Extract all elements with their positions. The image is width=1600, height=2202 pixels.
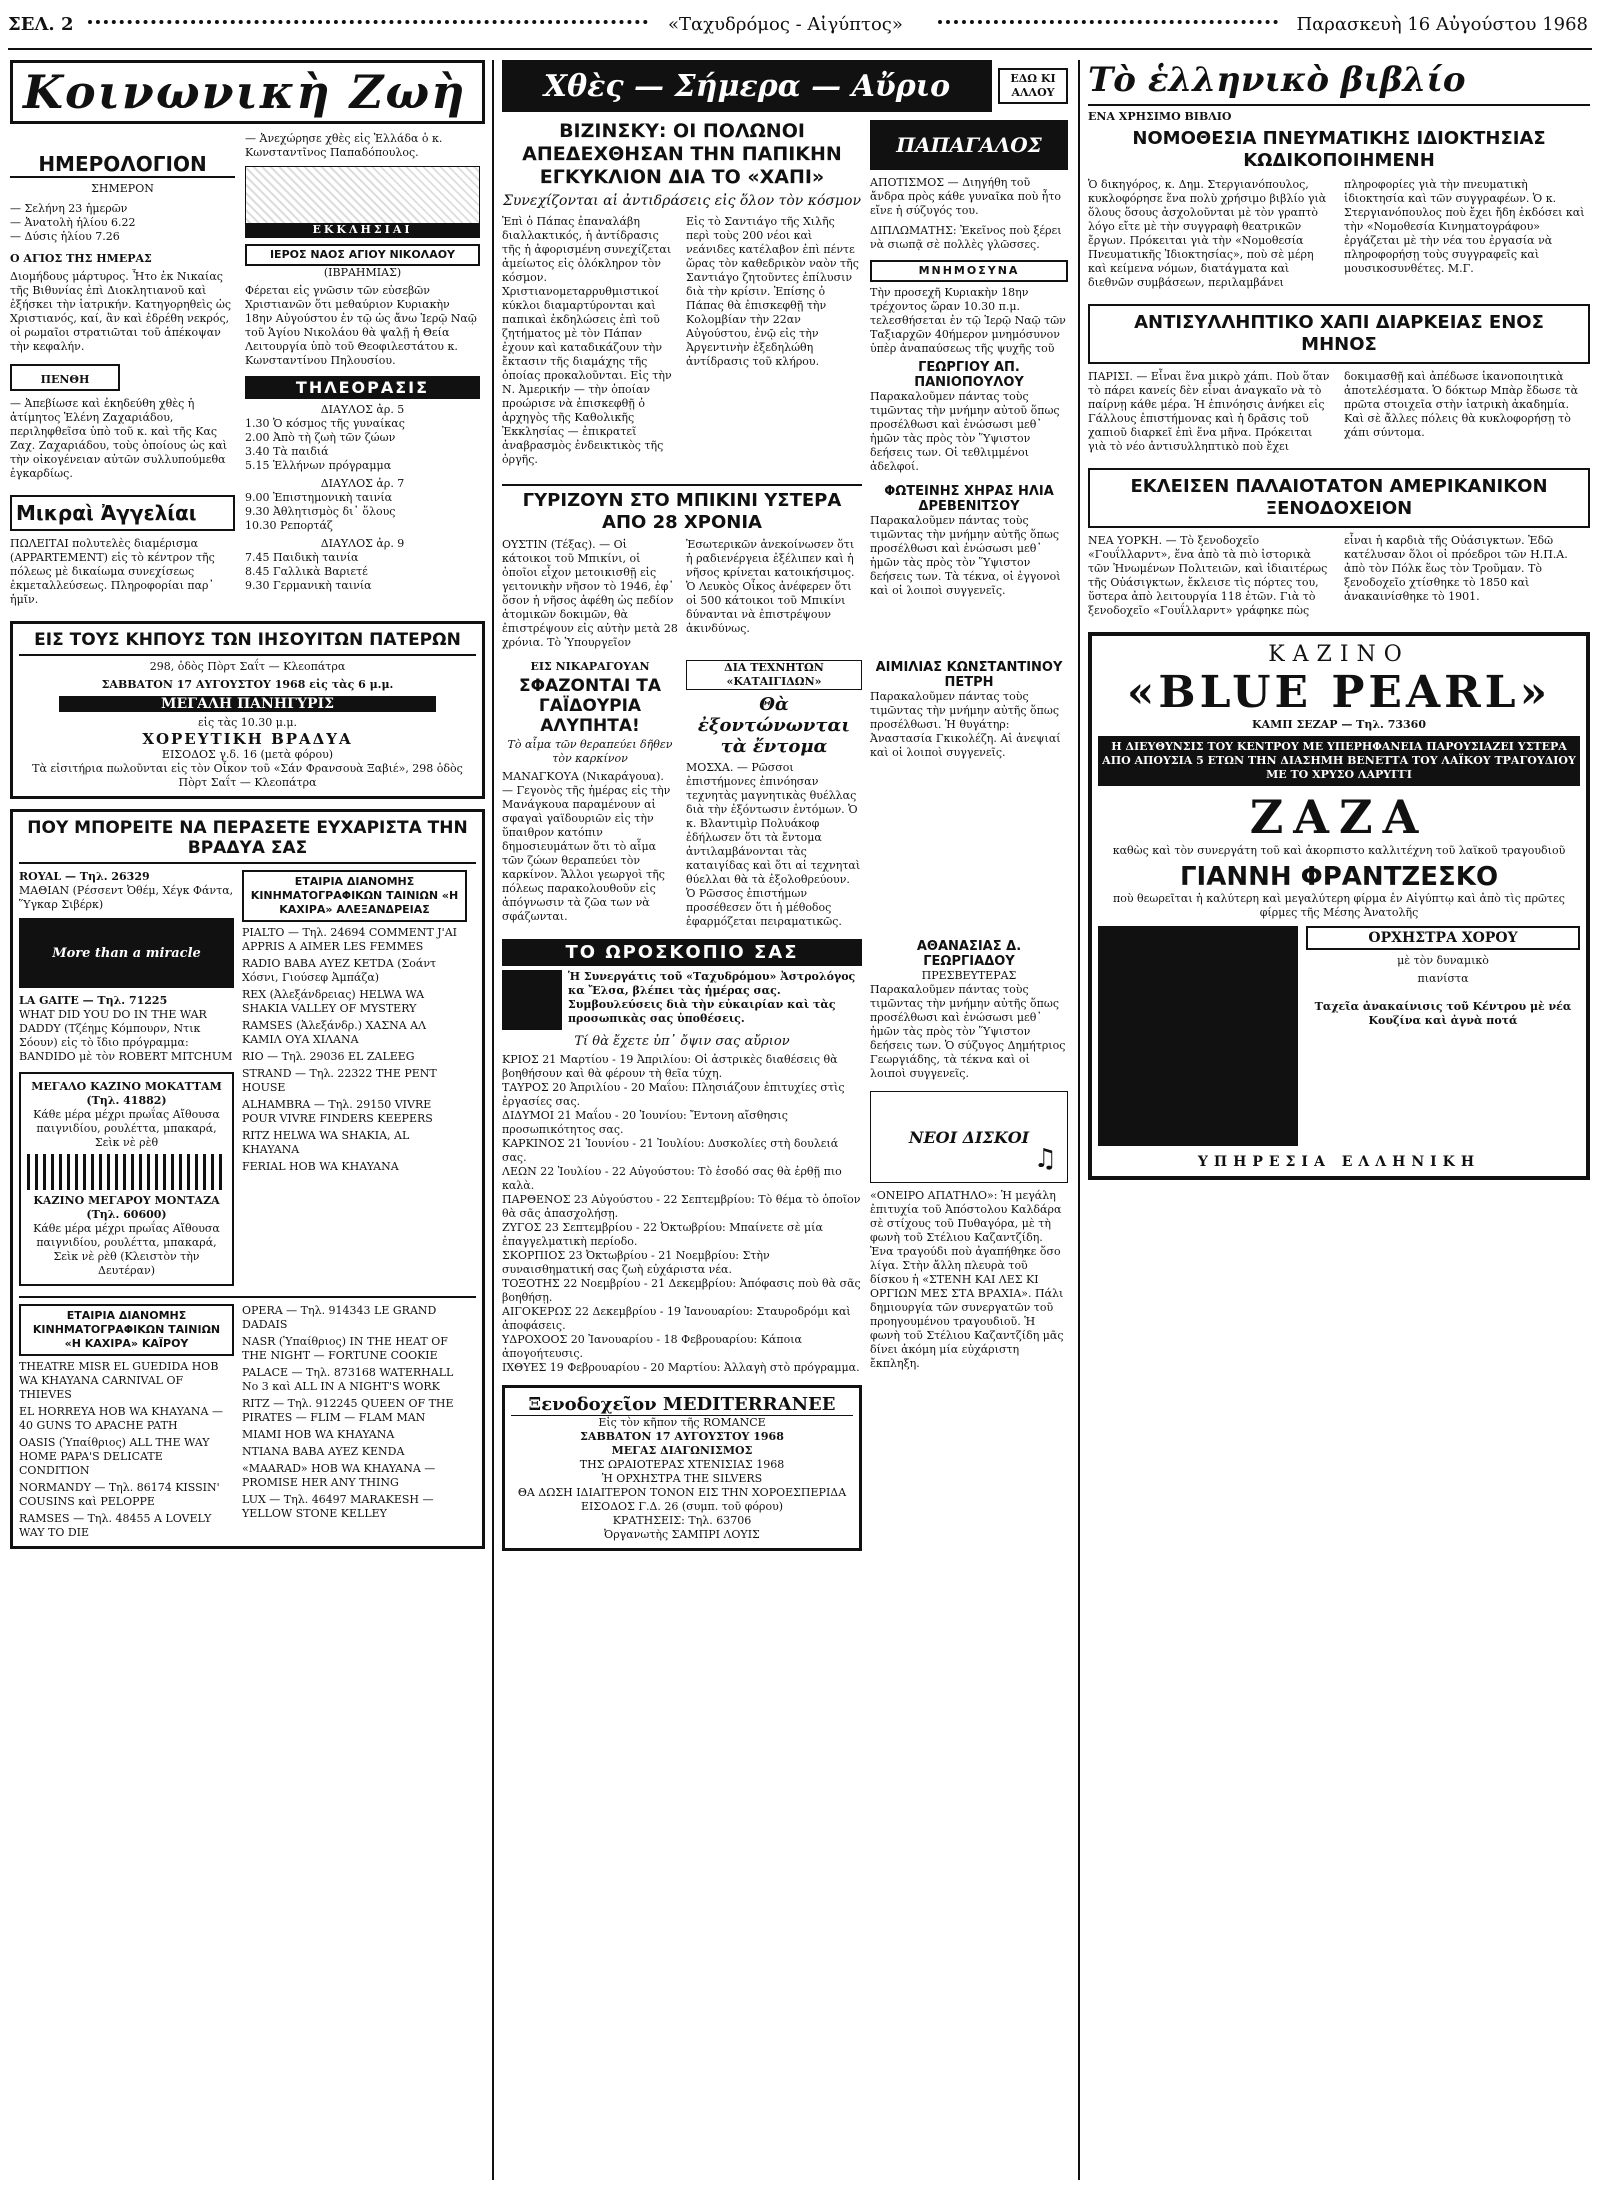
memorial-text: Παρακαλοῦμεν πάντας τοὺς τιμῶντας τὴν μνήμην αὐτοῦ ὅπως προσέλθωσι καὶ ἑνώσωσι μεθ᾽ ἡμῶν τὰς πρὸς τὸν Ὕψιστον δεήσεις των. Οἱ τεθλιμμένοι ἀδελφοί. bbox=[870, 390, 1060, 473]
casino-name: «BLUE PEARL» bbox=[1126, 667, 1552, 718]
misc-text: ΔΙΠΛΩΜΑΤΗΣ: Ἐκεῖνος ποὺ ξέρει νὰ σιωπᾷ σὲ πολλὲς γλῶσσες. bbox=[870, 224, 1062, 251]
casino-illustration bbox=[27, 1154, 226, 1190]
column-rule bbox=[1078, 60, 1080, 2180]
horoscope-sign: ΖΥΓΟΣ 23 Σεπτεμβρίου - 22 Ὀκτωβρίου: Μπαίνετε σὲ μία ἐπαγγελματικὴ περίοδο. bbox=[502, 1221, 823, 1248]
article-text: Ἐπὶ ὁ Πάπας ἐπαναλάβη διαλλακτικός, ἡ ἀντίδρασις τῆς ἡ ἀφορισμένη συνεχίζεται ἀμείωτος εἰς ὁλόκληρον τὸν κόσμον. Χριστιανομεταρρυθμιστικοί κύκλοι διαμαρτύρονται καὶ παπικαὶ ἐκδηλώσεις ἐπὶ τοῦ ζητήματος μὲ τὸν Πάπαν ἐχουν καὶ καταδικάζουν τὴν ἔκτασιν τῆς διαμάχης τῆς ὁποίας προκαλοῦνται. Εἰς τὴν Ν. Ἀμερικήν — τὴν ὁποίαν προώρισε νὰ ἐπισκεφθῇ ὁ ἀρχηγὸς τῆς Καθολικῆς Ἐκκλησίας — ἐπικρατεῖ ἀναβρασμὸς ἐνδεικτικὸς τῆς ὀργῆς. bbox=[502, 215, 672, 466]
hotel-line: ΤΗΣ ΩΡΑΙΟΤΕΡΑΣ ΧΤΕΝΙΣΙΑΣ 1968 bbox=[579, 1458, 785, 1471]
horoscope-sign: ΙΧΘΥΕΣ 19 Φεβρουαρίου - 20 Μαρτίου: Ἀλλαγὴ στὸ πρόγραμμα. bbox=[502, 1361, 860, 1374]
memorial-name: ΓΕΩΡΓΙΟΥ ΑΠ. ΠΑΝΙΟΠΟΥΛΟΥ bbox=[914, 360, 1024, 390]
tv-item: 10.30 Ρεπορτάζ bbox=[245, 519, 333, 532]
misc-title: ΠΑΠΑΓΑΛΟΣ bbox=[870, 120, 1068, 170]
cinema-entry: PIALTO — Τηλ. 24694 COMMENT J'AI APPRIS A AIMER LES FEMMES bbox=[242, 926, 457, 953]
hotel-line: ΕΙΣΟΔΟΣ Γ.Δ. 26 (συμπ. τοῦ φόρου) bbox=[580, 1500, 784, 1513]
hotel-line: ΚΡΑΤΗΣΕΙΣ: Τηλ. 63706 bbox=[612, 1514, 752, 1527]
tv-item: 9.30 Γερμανικὴ ταινία bbox=[245, 579, 372, 592]
service-footer: ΥΠΗΡΕΣΙΑ ΕΛΛΗΝΙΚΗ bbox=[1197, 1154, 1481, 1170]
hotel-news bbox=[1088, 468, 1590, 528]
mourning-text: — Ἀπεβίωσε καὶ ἐκηδεύθη χθὲς ἡ ἀτίμητος Ἑλένη Ζαχαριάδου, περιληφθεῖσα ὑπὸ τοῦ κ. καὶ τῆς Κας Ζαχ. Ζαχαριάδου, τοὺς ὁποίους ὡς καὶ τὴν οἰκογένειαν αὐτῶν συλλυπούμεθα ἐγκαρδίως. bbox=[10, 397, 228, 480]
memorial-title: ΜΝΗΜΟΣΥΝΑ bbox=[870, 260, 1068, 282]
memorial-text: Παρακαλοῦμεν πάντας τοὺς τιμῶντας τὴν μνήμην αὐτῆς ὅπως προσέλθωσι. Ἡ θυγάτηρ: Ἀναστασία Γκικολέζη. Αἱ ἀνεψιαί καὶ οἱ λοιποὶ συγγενεῖς. bbox=[870, 690, 1061, 759]
church-sub: (ΙΒΡΑΗΜΙΑΣ) bbox=[323, 266, 402, 279]
hotel-line: ΣΑΒΒΑΤΟΝ 17 ΑΥΓΟΥΣΤΟΥ 1968 bbox=[580, 1430, 784, 1443]
memorial-intro: Τὴν προσεχῆ Κυριακὴν 18ην τρέχοντος ὥραν 10.30 π.μ. τελεσθήσεται ἐν τῷ Ἱερῷ Ναῷ τῶν Ταξιαρχῶν 40ήμερον μνημόσυνον ὑπὲρ ἀναπαύσεως τῆς ψυχῆς τοῦ bbox=[870, 286, 1066, 355]
headline: ΒΙΖΙΝΣΚΥ: ΟΙ ΠΟΛΩΝΟΙ ΑΠΕΔΕΧΘΗΣΑΝ ΤΗΝ ΠΑΠΙΚΗΝ ΕΓΚΥΚΛΙΟΝ ΔΙΑ ΤΟ «ΧΑΠΙ» bbox=[522, 120, 842, 188]
pill-article bbox=[1088, 304, 1590, 364]
hotel-line: ΜΕΓΑΣ ΔΙΑΓΩΝΙΣΜΟΣ bbox=[611, 1444, 753, 1457]
cinema-entry: THEATRE MISR EL GUEDIDA HOB WA KHAYANA CARNIVAL OF THIEVES bbox=[19, 1360, 219, 1401]
orchestra-sub: μὲ τὸν δυναμικὸ bbox=[1397, 954, 1489, 967]
casino-title: ΜΕΓΑΛΟ ΚΑΖΙΝΟ ΜΟΚΑΤΤΑΜ (Τηλ. 41882) bbox=[31, 1080, 222, 1107]
memorial-name: ΑΙΜΙΛΙΑΣ ΚΩΝΣΤΑΝΤΙΝΟΥ ΠΕΤΡΗ bbox=[875, 660, 1063, 690]
church-label: ΕΚΚΛΗΣΙΑΙ bbox=[246, 223, 479, 237]
memorial-name: ΦΩΤΕΙΝΗΣ ΧΗΡΑΣ ΗΛΙΑ ΔΡΕΒΕΝΙΤΣΟΥ bbox=[884, 484, 1054, 514]
horoscope-intro: Ἡ Συνεργάτις τοῦ «Ταχυδρόμου» Ἀστρολόγος κα Ἔλσα, βλέπει τὰς ἡμέρας σας. Συμβουλεύσεις διὰ τὴν εὐκαιρίαν καὶ τὰς προσωπικὰς σας ὑποθέσεις. bbox=[568, 970, 856, 1025]
memorial-name: ΑΘΑΝΑΣΙΑΣ Δ. ΓΕΩΡΓΙΑΔΟΥ bbox=[916, 939, 1022, 969]
garden-title: ΕΙΣ ΤΟΥΣ ΚΗΠΟΥΣ ΤΩΝ ΙΗΣΟΥΙΤΩΝ ΠΑΤΕΡΩΝ bbox=[19, 630, 476, 656]
church-name: ΙΕΡΟΣ ΝΑΟΣ ΑΓΙΟΥ ΝΙΚΟΛΑΟΥ bbox=[245, 244, 480, 266]
cinema-entry: PALACE — Τηλ. 873168 WATERHALL No 3 καὶ ALL IN A NIGHT'S WORK bbox=[242, 1366, 454, 1393]
casino-text: Κάθε μέρα μέχρι πρωΐας Αἴθουσα παιγνιδίου, ρουλέττα, μπακαρά, Σεὶκ νὲ ρὲθ bbox=[33, 1108, 220, 1149]
article-text: ΟΥΣΤΙΝ (Τέξας). — Οἱ κάτοικοι τοῦ Μπικίνι, οἱ ὁποῖοι εἶχον μετοικισθῇ εἰς γειτονικὴν νῆσον τὸ 1946, ἐφ᾽ ὅσον ἡ νῆσος ἀφέθη ὡς πεδίον ἀτομικῶν δοκιμῶν, θὰ ἐπιστρέψουν εἰς αὐτὴν μετὰ 28 χρόνια. Τὸ Ὑπουργεῖον Ἐσωτερικῶν ἀνεκοίνωσεν ὅτι ἡ ραδιενέργεια ἐξέλιπεν καὶ ἡ νῆσος κρίνεται κατοικήσιμος. Ὁ Λευκὸς Οἶκος ἀνέφερεν ὅτι οἱ 500 κάτοικοι τοῦ Μπικίνι δύνανται νὰ ἐπιστρέψουν ἀκινδύνως. bbox=[502, 538, 855, 649]
church-text: Φέρεται εἰς γνῶσιν τῶν εὐσεβῶν Χριστιανῶν ὅτι μεθαύριον Κυριακὴν 18ην Αὐγούστου ἐν τῷ ὡς ἄνω Ἱερῷ Ναῷ τοῦ Ἁγίου Νικολάου θὰ ψαλῇ ἡ Θεία Λειτουργία ὑπὸ τοῦ Θεοφιλεστάτου κ. Κωνσταντίνου Πηλουσίου. bbox=[245, 284, 477, 367]
pianist-photo bbox=[1098, 926, 1298, 1146]
tv-channel: ΔΙΑΥΛΟΣ ἀρ. 9 bbox=[320, 537, 405, 550]
tv-item: 1.30 Ὁ κόσμος τῆς γυναίκας bbox=[245, 417, 405, 430]
cinema-name: ROYAL — Τηλ. 26329 bbox=[19, 870, 150, 883]
garden-entry: ΕΙΣΟΔΟΣ γ.δ. 16 (μετὰ φόρου) bbox=[161, 748, 334, 761]
cinema-entry: REX (Ἀλεξάνδρειας) HELWA WA SHAKIA VALLEY OF MYSTERY bbox=[242, 988, 425, 1015]
tv-listing bbox=[245, 491, 480, 533]
casino-text: Κάθε μέρα μέχρι πρωΐας Αἴθουσα παιγνιδίου, ρουλέττα, μπακαρά, Σεὶκ νὲ ρὲθ (Κλειστὸν τὴν Δευτέραν) bbox=[33, 1222, 220, 1277]
casino-ad bbox=[19, 1072, 234, 1286]
horoscope-sign: ΥΔΡΟΧΟΟΣ 20 Ἰανουαρίου - 18 Φεβρουαρίου: Κάποια ἀπογοήτευσις. bbox=[502, 1333, 802, 1360]
hotel-ad bbox=[502, 1385, 862, 1551]
mourning-title: ΠΕΝΘΗ bbox=[10, 364, 120, 391]
kicker: ΕΙΣ ΝΙΚΑΡΑΓΟΥΑΝ bbox=[530, 660, 650, 673]
records-text: «ΟΝΕΙΡΟ ΑΠΑΤΗΛΟ»: Ἡ μεγάλη ἐπιτυχία τοῦ Ἀπόστολου Καλδάρα σὲ στίχους τοῦ Πυθαγόρα, μὲ τὴ φωνὴ τοῦ Στέλιου Καζαντζίδη. Ἐνα τραγούδι ποὺ ἀγαπήθηκε ὅσο λίγα. Στὴν ἄλλη πλευρὰ τοῦ δίσκου ἡ «ΣΤΕΝΗ ΚΑΙ ΛΕΣ ΚΙ ΟΡΓΙΩΝ ΜΕΣ ΣΤΑ ΒΡΑΧΙΑ». Πάλι δημιουργία τῶν συνεργατῶν τοῦ προηγουμένου τραγουδιοῦ. Ἡ φωνὴ τοῦ Στέλιου Καζαντζίδη μᾶς δίνει ἀκόμη μία εὐχάριστη ἔκπληξη. bbox=[870, 1189, 1064, 1370]
horoscope-sign: ΚΑΡΚΙΝΟΣ 21 Ἰουνίου - 21 Ἰουλίου: Δυσκολίες στὴ δουλειά σας. bbox=[502, 1137, 839, 1164]
garden-time: εἰς τὰς 10.30 μ.μ. bbox=[197, 716, 298, 729]
saint-title: Ο ΑΓΙΟΣ ΤΗΣ ΗΜΕΡΑΣ bbox=[10, 252, 152, 265]
cinema-entry: RITZ HELWA WA SHAKIA, AL KHAYANA bbox=[242, 1129, 410, 1156]
distributor-box: ΕΤΑΙΡΙΑ ΔΙΑΝΟΜΗΣ ΚΙΝΗΜΑΤΟΓΡΑΦΙΚΩΝ ΤΑΙΝΙΩΝ «Η ΚΑΧΙΡΑ» ΑΛΕΞΑΝΔΡΕΙΑΣ bbox=[242, 870, 467, 922]
article-text: ΜΟΣΧΑ. — Ρῶσσοι ἐπιστήμονες ἐπινόησαν τεχνητὰς μαγνητικὰς θυέλλας διὰ τὴν ἐξόντωσιν ἐντόμων. Ὁ κ. Βλαντιμὶρ Πολυάκοφ ἐδήλωσεν ὅτι τὰ ἔντομα ἀντιλαμβάνονται τὰς καταιγίδας καὶ ὅτι αἱ τεχνηταὶ θύελλαι θὰ τὰ ἐξολοθρεύουν. Ὁ Ρῶσσος ἐπιστήμων προσέθεσεν ὅτι ἡ μέθοδος ἐφαρμόζεται πειραματικῶς. bbox=[686, 761, 861, 928]
tv-item: 8.45 Γαλλικὰ Βαριετέ bbox=[245, 565, 368, 578]
departure-note: — Ἀνεχώρησε χθὲς εἰς Ἑλλάδα ὁ κ. Κωνσταντῖνος Παπαδόπουλος. bbox=[245, 132, 443, 159]
memorial-text: Παρακαλοῦμεν πάντας τοὺς τιμῶντας τὴν μνήμην αὐτῆς ὅπως προσέλθωσι καὶ ἑνώσωσι μεθ᾽ ἡμῶν τὰς πρὸς τὸν Ὕψιστον δεήσεις των. Τὰ τέκνα, οἱ ἐγγονοὶ καὶ οἱ λοιποὶ συγγενεῖς. bbox=[870, 514, 1061, 597]
kicker: ΔΙΑ ΤΕΧΝΗΤΩΝ «ΚΑΤΑΙΓΙΔΩΝ» bbox=[686, 660, 862, 690]
horoscope-sub: Τί θὰ ἔχετε ὑπ᾽ ὄψιν σας αὔριον bbox=[574, 1034, 790, 1049]
saint-text: Διομήδους μάρτυρος. Ἦτο ἐκ Νικαίας τῆς Βιθυνίας ἐπὶ Διοκλητιανοῦ καὶ ἐξήσκει τὴν ἰατρικήν. Κατηγορηθεὶς ὡς Χριστιανός, καί, ἂν καὶ ἐδρέθη νεκρός, οἱ ρωμαῖοι στρατιῶται τοῦ ἀπέκοψαν τὴν κεφαλήν. bbox=[10, 270, 232, 353]
memorial-sub: ΠΡΕΣΒΕΥΤΕΡΑΣ bbox=[921, 969, 1017, 982]
header-rule-left bbox=[88, 20, 648, 30]
poster-text: More than a miracle bbox=[52, 945, 201, 961]
calendar-line: — Ἀνατολὴ ἡλίου 6.22 bbox=[10, 216, 136, 229]
casino-label: ΚΑΖΙΝΟ bbox=[1268, 642, 1410, 667]
singer-text: ποὺ θεωρεῖται ἡ καλύτερη καὶ μεγαλύτερη φίρμα ἐν Αἰγύπτῳ καὶ ἀπὸ τὶς πρῶτες φίρμες τῆς Μέσης Ἀνατολῆς bbox=[1113, 892, 1565, 919]
tv-item: 2.00 Ἀπὸ τὴ ζωὴ τῶν ζώων bbox=[245, 431, 396, 444]
section-title: Τὸ ἑλληνικὸ βιβλίο bbox=[1088, 60, 1590, 106]
garden-date: ΣΑΒΒΑΤΟΝ 17 ΑΥΓΟΥΣΤΟΥ 1968 εἰς τὰς 6 μ.μ. bbox=[101, 678, 394, 691]
garden-event-ad bbox=[10, 621, 485, 799]
hotel-line: Ἡ ΟΡΧΗΣΤΡΑ THE SILVERS bbox=[601, 1472, 763, 1485]
horoscope-sign: ΣΚΟΡΠΙΟΣ 23 Ὀκτωβρίου - 21 Νοεμβρίου: Στὴν συναισθηματική σας ζωὴ εὐχάριστα νέα. bbox=[502, 1249, 770, 1276]
tv-title: ΤΗΛΕΟΡΑΣΙΣ bbox=[245, 376, 480, 399]
cinema-name: LA GAITE — Τηλ. 71225 bbox=[19, 994, 168, 1007]
horoscope-image bbox=[502, 970, 562, 1030]
garden-tickets: Τὰ εἰσιτήρια πωλοῦνται εἰς τὸν Οἶκον τοῦ «Σάν Φρανσουὰ Ξαβιέ», 298 ὁδὸς Πὸρτ Σαΐτ — Κλεοπάτρα bbox=[32, 762, 463, 789]
star-with: καθὼς καὶ τὸν συνεργάτη τοῦ καὶ ἀκορπιστο καλλιτέχνη τοῦ λαϊκοῦ τραγουδιοῦ bbox=[1112, 844, 1566, 857]
horoscope-sign: ΑΙΓΟΚΕΡΩΣ 22 Δεκεμβρίου - 19 Ἰανουαρίου: Σταυροδρόμι καὶ ἀποφάσεις. bbox=[502, 1305, 851, 1332]
garden-dance: ΧΟΡΕΥΤΙΚΗ ΒΡΑΔΥΑ bbox=[142, 730, 353, 748]
culture-section bbox=[1088, 60, 1590, 1180]
headline: ΓΥΡΙΖΟΥΝ ΣΤΟ ΜΠΙΚΙΝΙ ΥΣΤΕΡΑ ΑΠΟ 28 ΧΡΟΝΙΑ bbox=[522, 490, 842, 533]
calendar-title: ΗΜΕΡΟΛΟΓΙΟΝ bbox=[10, 152, 235, 178]
garden-event: ΜΕΓΑΛΗ ΠΑΝΗΓΥΡΙΣ bbox=[59, 696, 436, 712]
cinema-entry: RITZ — Τηλ. 912245 QUEEN OF THE PIRATES — FLIM — FLAM MAN bbox=[242, 1397, 454, 1424]
subheadline: Συνεχίζονται αἱ ἀντιδράσεις εἰς ὅλον τὸν κόσμον bbox=[503, 193, 861, 209]
section-title: Κοινωνικὴ Ζωὴ bbox=[10, 60, 485, 124]
hotel-line: Εἰς τὸν κῆπον τῆς ROMANCE bbox=[598, 1416, 766, 1429]
subheadline: Τὸ αἷμα τῶν θεραπεύει δῆθεν τὸν καρκίνον bbox=[507, 738, 673, 765]
banner-side: ΕΔΩ ΚΙ ΑΛΛΟΥ bbox=[998, 68, 1068, 104]
cinema-entry: OASIS (Ὑπαίθριος) ALL THE WAY HOME PAPA'S DELICATE CONDITION bbox=[19, 1436, 210, 1477]
cinema-entry: NTIANA BABA AYEZ KENDA bbox=[242, 1445, 405, 1458]
page-number: ΣΕΛ. 2 bbox=[8, 14, 74, 35]
headline: ΕΚΛΕΙΣΕΝ ΠΑΛΑΙΟΤΑΤΟΝ ΑΜΕΡΙΚΑΝΙΚΟΝ ΞΕΝΟΔΟΧΕΙΟΝ bbox=[1130, 476, 1548, 519]
tv-channel: ΔΙΑΥΛΟΣ ἀρ. 7 bbox=[320, 477, 405, 490]
blue-pearl-ad bbox=[1088, 632, 1590, 1180]
horoscope-sign: ΤΟΞΟΤΗΣ 22 Νοεμβρίου - 21 Δεκεμβρίου: Ἀπόφασις ποὺ θὰ σᾶς βοηθήσῃ. bbox=[502, 1277, 861, 1304]
cinema-entry: «MAARAD» HOB WA KHAYANA — PROMISE HER ANY THING bbox=[242, 1462, 436, 1489]
column-rule bbox=[492, 60, 494, 2180]
pianist: πιανίστα bbox=[1417, 972, 1469, 985]
garden-address: 298, ὁδὸς Πὸρτ Σαΐτ — Κλεοπάτρα bbox=[149, 660, 346, 673]
book-text: Ὁ δικηγόρος, κ. Δημ. Στεργιανόπουλος, κυκλοφόρησε ἕνα πολὺ χρήσιμο βιβλίο γιὰ ὅλους ὅσους ἀσχολοῦνται μὲ τὸν γραπτὸ λόγο εἴτε μὲ τὴν συγγραφὴ θεατρικῶν ἔργων. Πρόκειται γιὰ τὴν «Νομοθεσία Πνευματικῆς Ἰδιοκτησίας», ποὺ σὲ μέρη καὶ κείμενα νόμων, διατάγματα καὶ διεθνῶν συμβάσεων, περιλαμβάνει πληροφορίες γιὰ τὴν πνευματικὴ ἰδιοκτησία καὶ τῶν συγγραφέων. Ὁ κ. Στεργιανόπουλος ποὺ ἔχει ἤδη ἐκδόσει καὶ τὴν «Νομοθεσία Κινηματογράφου» ἐργάζεται μὲ τὴν νέα του ἐργασία νὰ πληροφορήσῃ τοὺς συγγραφεῖς καὶ μουσικοσυνθέτες. Μ.Γ. bbox=[1088, 178, 1585, 289]
cinema-entry: LUX — Τηλ. 46497 MARAKESH — YELLOW STONE KELLEY bbox=[242, 1493, 434, 1520]
cinema-entry: RADIO BABA AYEZ KETDA (Σοάντ Χόσνι, Γιούσεφ Ἀμπάζα) bbox=[242, 957, 437, 984]
tv-item: 3.40 Τὰ παιδιά bbox=[245, 445, 329, 458]
casino-announcement: Η ΔΙΕΥΘΥΝΣΙΣ ΤΟΥ ΚΕΝΤΡΟΥ ΜΕ ΥΠΕΡΗΦΑΝΕΙΑ ΠΑΡΟΥΣΙΑΖΕΙ ΥΣΤΕΡΑ ΑΠΟ ΑΠΟΥΣΙΑ 5 ΕΤΩΝ ΤΗΝ ΔΙΑΣΗΜΗ ΒΕΝΕΤΤΑ ΤΟΥ ΛΑΪΚΟΥ ΤΡΑΓΟΥΔΙΟΥ ΜΕ ΤΟ ΧΡΥΣΟ ΛΑΡΥΓΓΙ bbox=[1098, 736, 1580, 786]
hotel-title: Ξενοδοχεῖον MEDITERRANEE bbox=[511, 1394, 853, 1416]
header-rule-right bbox=[938, 20, 1278, 30]
news-section bbox=[502, 60, 1068, 1551]
misc-text: ΑΠΟΤΙΣΜΟΣ — Διηγήθη τοῦ ἄνδρα πρὸς κάθε γυναῖκα ποὺ ἦτο εἴνε ἡ σύζυγός του. bbox=[870, 176, 1062, 217]
social-life-section bbox=[10, 60, 485, 1549]
film-poster bbox=[19, 918, 234, 988]
tv-item: 7.45 Παιδικὴ ταινία bbox=[245, 551, 359, 564]
headline: Θὰ ἐξοντώνωνται τὰ ἔντομα bbox=[697, 694, 851, 757]
issue-date: Παρασκευὴ 16 Αὐγούστου 1968 bbox=[1296, 14, 1588, 35]
calendar-line: — Δύσις ἡλίου 7.26 bbox=[10, 230, 120, 243]
memorial-text: Παρακαλοῦμεν πάντας τοὺς τιμῶντας τὴν μνήμην αὐτῆς ὅπως προσέλθωσι καὶ ἑνώσωσι μεθ᾽ ἡμῶν τὰς πρὸς τὸν Ὕψιστον δεήσεις των. Ὁ σύζυγος Δημήτριος Γεωργιάδης, τὰ τέκνα καὶ οἱ λοιποὶ συγγενεῖς. bbox=[870, 983, 1066, 1080]
cinema-entry: NASR (Ὑπαίθριος) IN THE HEAT OF THE NIGHT — FORTUNE COOKIE bbox=[242, 1335, 448, 1362]
horoscope-sign: ΠΑΡΘΕΝΟΣ 23 Αὐγούστου - 22 Σεπτεμβρίου: Τὸ θέμα τὸ ὁποῖον θὰ σᾶς ἀπασχολήσῃ. bbox=[502, 1193, 861, 1220]
distributor-box: ΕΤΑΙΡΙΑ ΔΙΑΝΟΜΗΣ ΚΙΝΗΜΑΤΟΓΡΑΦΙΚΩΝ ΤΑΙΝΙΩΝ «Η ΚΑΧΙΡΑ» ΚΑΪΡΟΥ bbox=[19, 1304, 234, 1356]
tv-listing bbox=[245, 551, 480, 593]
cinema-entry: MIAMI HOB WA KHAYANA bbox=[242, 1428, 395, 1441]
records-title: ΝΕΟΙ ΔΙΣΚΟΙ bbox=[908, 1127, 1030, 1147]
star-name: ΖΑΖΑ bbox=[1249, 790, 1429, 844]
cinema-entry: STRAND — Τηλ. 22322 THE PENT HOUSE bbox=[242, 1067, 437, 1094]
calendar-today: ΣΗΜΕΡΟΝ bbox=[91, 182, 154, 195]
casino-phone: ΚΑΜΠ ΣΕΖΑΡ — Τηλ. 73360 bbox=[1252, 718, 1426, 731]
book-title: ΝΟΜΟΘΕΣΙΑ ΠΝΕΥΜΑΤΙΚΗΣ ΙΔΙΟΚΤΗΣΙΑΣ ΚΩΔΙΚΟΠΟΙΗΜΕΝΗ bbox=[1132, 128, 1546, 171]
tv-item: 9.00 Ἐπιστημονικὴ ταινία bbox=[245, 491, 393, 504]
singer-name: ΓΙΑΝΝΗ ΦΡΑΝΤΖΕΣΚΟ bbox=[1179, 862, 1499, 892]
music-note-icon: ♫ bbox=[1033, 1144, 1057, 1174]
horoscope-sign: ΛΕΩΝ 22 Ἰουλίου - 22 Αὐγούστου: Τὸ ἑσοδό σας θὰ ἐρθῇ πιο καλὰ. bbox=[502, 1165, 842, 1192]
cinema-entry: FERIAL HOB WA KHAYANA bbox=[242, 1160, 399, 1173]
hotel-line: Ὀργανωτὴς ΣΑΜΠΡΙ ΛΟΥΙΣ bbox=[604, 1528, 760, 1541]
article-text: ΠΑΡΙΣΙ. — Εἶναι ἕνα μικρὸ χάπι. Ποὺ ὅταν τὸ πάρει κανείς δὲν εἶναι ἀναγκαῖο νὰ τὸ παίρνῃ κάθε μέρα. Ἡ ἐπινόησις ἀνήκει εἰς Γάλλους ἐπιστήμονας καὶ ἡ δρᾶσις τοῦ χαπιοῦ διαρκεῖ ἐπὶ ἕνα μῆνα. Πρόκειται γιὰ τὸ νέο ἀντισυλληπτικὸ ποὺ ἔχει δοκιμασθῇ καὶ ἀπέδωσε ἱκανοποιητικὰ ἀποτελέσματα. Ὁ δόκτωρ Μπὰρ ἔδωσε τὰ πρῶτα στοιχεῖα στὴν ἰατρικὴ ἀκαδημία. Καὶ σὲ ἄλλες πόλεις θὰ κυκλοφορήσῃ τὸ χάπι σύντομα. bbox=[1088, 370, 1579, 453]
banner: Χθὲς — Σήμερα — Αὔριο bbox=[502, 60, 992, 112]
cinema-entry: RIO — Τηλ. 29036 EL ZALEEG bbox=[242, 1050, 415, 1063]
cinema-title: ΠΟΥ ΜΠΟΡΕΙΤΕ ΝΑ ΠΕΡΑΣΕΤΕ ΕΥΧΑΡΙΣΤΑ ΤΗΝ ΒΡΑΔΥΑ ΣΑΣ bbox=[19, 818, 476, 864]
cinema-entry: RAMSES — Τηλ. 48455 A LOVELY WAY TO DIE bbox=[19, 1512, 212, 1539]
horoscope-title: ΤΟ ΩΡΟΣΚΟΠΙΟ ΣΑΣ bbox=[502, 939, 862, 966]
tv-listing bbox=[245, 417, 480, 473]
casino-title: ΚΑΖΙΝΟ ΜΕΓΑΡΟΥ ΜΟΝΤΑΖΑ (Τηλ. 60600) bbox=[33, 1194, 220, 1221]
cinema-entry: EL HORREYA HOB WA KHAYANA — 40 GUNS TO APACHE PATH bbox=[19, 1405, 223, 1432]
calendar-lines bbox=[10, 202, 235, 244]
article-text: Εἰς τὸ Σαντιάγο τῆς Χιλῆς περὶ τοὺς 200 νέοι καὶ νεάνιδες κατέλαβον ἐπὶ πέντε ὥρας τὸν καθεδρικὸν ναὸν τῆς Σαντιάγο ζητοῦντες ἐπίλυσιν διὰ τὴν κρίσιν. Ἐπίσης ὁ Πάπας θὰ ἐπισκεφθῇ τὴν Κολομβίαν τὴν 22αν Αὐγούστου, ἐνῷ εἰς τὴν Ἀργεντινὴν ἐξεδηλώθη ἀντίδρασις τοῦ κλήρου. bbox=[686, 215, 859, 368]
horoscope-list bbox=[502, 1053, 862, 1375]
cinema-entry: ALHAMBRA — Τηλ. 29150 VIVRE POUR VIVRE FINDERS KEEPERS bbox=[242, 1098, 433, 1125]
cinema-entry: RAMSES (Ἀλεξάνδρ.) ΧΑΣΝΑ ΑΛ ΚΑΜΙΛ ΟΥΑ ΧΙΛΑΝΑ bbox=[242, 1019, 427, 1046]
service-text: Ταχεῖα ἀνακαίνισις τοῦ Κέντρου μὲ νέα Κουζίνα καὶ ἀγνὰ ποτά bbox=[1314, 1000, 1572, 1027]
cinema-listings bbox=[10, 809, 485, 1549]
records-illustration bbox=[870, 1091, 1068, 1183]
tv-channel: ΔΙΑΥΛΟΣ ἀρ. 5 bbox=[320, 403, 405, 416]
tv-item: 9.30 Ἀθλητισμὸς δι᾽ ὅλους bbox=[245, 505, 396, 518]
horoscope-sign: ΔΙΔΥΜΟΙ 21 Μαΐου - 20 Ἰουνίου: Ἔντονη αἴσθησις προσωπικότητος σας. bbox=[502, 1109, 788, 1136]
headline: ΑΝΤΙΣΥΛΛΗΠΤΙΚΟ ΧΑΠΙ ΔΙΑΡΚΕΙΑΣ ΕΝΟΣ ΜΗΝΟΣ bbox=[1134, 312, 1544, 355]
headline: ΣΦΑΖΟΝΤΑΙ ΤΑ ΓΑΪΔΟΥΡΙΑ ΑΛΥΠΗΤΑ! bbox=[519, 676, 661, 736]
article-text: ΜΑΝΑΓΚΟΥΑ (Νικαράγουα). — Γεγονὸς τῆς ἡμέρας εἰς τὴν Μανάγκουα παραμένουν αἱ σφαγαὶ γαϊδουριῶν εἰς τὴν ὕπαιθρον κατόπιν δημοσιευμάτων ὅτι τὸ αἷμα τῶν ζώων θεραπεύει τὸν καρκίνον. Ἄλλοι γεωργοὶ τῆς πόλεως παρακολουθοῦν εἰς ἀπόγνωσιν τὰ ζῶα των νὰ σφάζωνται. bbox=[502, 770, 671, 923]
orchestra-title: ΟΡΧΗΣΤΡΑ ΧΟΡΟΥ bbox=[1306, 926, 1580, 950]
church-illustration bbox=[245, 166, 480, 238]
tv-item: 5.15 Ἑλλήνων πρόγραμμα bbox=[245, 459, 392, 472]
newspaper-name: «Ταχυδρόμος - Αἰγύπτος» bbox=[668, 14, 903, 35]
classified-text: ΠΩΛΕΙΤΑΙ πολυτελὲς διαμέρισμα (APPARTEMENT) εἰς τὸ κέντρον τῆς πόλεως μὲ δικαίωμα συνεχίσεως ἐκμεταλλεύσεως. Πληροφορίαι παρ᾽ ἡμῖν. bbox=[10, 537, 215, 606]
classified-title: Μικραὶ Ἀγγελίαι bbox=[10, 495, 235, 531]
hotel-line: ΘΑ ΔΩΣΗ ΙΔΙΑΙΤΕΡΟΝ ΤΟΝΟΝ ΕΙΣ ΤΗΝ ΧΟΡΟΕΣΠΕΡΙΔΑ bbox=[517, 1486, 847, 1499]
cinema-entry: NORMANDY — Τηλ. 86174 KISSIN' COUSINS καὶ PELOPPE bbox=[19, 1481, 220, 1508]
book-kicker: ΕΝΑ ΧΡΗΣΙΜΟ ΒΙΒΛΙΟ bbox=[1088, 110, 1232, 123]
article-text: ΝΕΑ ΥΟΡΚΗ. — Τὸ ξενοδοχεῖο «Γουΐλλαρντ», ἕνα ἀπὸ τὰ πιὸ ἱστορικὰ τῶν Ἡνωμένων Πολιτειῶν, καὶ ἰδιαιτέρως τῆς Οὐάσιγκτων, ἔκλεισε τὶς πόρτες του, ὕστερα ἀπὸ λειτουργία 118 ἐτῶν. Γιὰ τὸ ξενοδοχεῖο «Γουΐλλαρντ» γράφηκε πὼς εἶναι ἡ καρδιὰ τῆς Οὐάσιγκτων. Ἐδῶ κατέλυσαν ὅλοι οἱ πρόεδροι τῶν Η.Π.Α. ἀπὸ τὸν Πόλκ ἕως τὸν Τροῦμαν. Τὸ ξενοδοχεῖο χτίσθηκε τὸ 1850 καὶ ἀνακαινίσθηκε τὸ 1901. bbox=[1088, 534, 1568, 617]
page-header bbox=[8, 8, 1592, 50]
cinema-film: ΜΑΘΙΑΝ (Ρέσσεντ Ὀθέμ, Χέγκ Φάντα, Ὕγκαρ Σιβέρκ) bbox=[19, 884, 234, 911]
cinema-film: WHAT DID YOU DO IN THE WAR DADDY (Τζέημς Κόμπουρν, Ντικ Σόουν) εἰς τὸ ἴδιο πρόγραμμα: BANDIDO μὲ τὸν ROBERT MITCHUM bbox=[19, 1008, 233, 1063]
calendar-line: — Σελήνη 23 ἡμερῶν bbox=[10, 202, 128, 215]
horoscope-sign: ΚΡΙΟΣ 21 Μαρτίου - 19 Ἀπριλίου: Οἱ ἀστρικὲς διαθέσεις θὰ βοηθήσουν καὶ θὰ φέρουν τὴ θεῖα τύχη. bbox=[502, 1053, 838, 1080]
horoscope-sign: ΤΑΥΡΟΣ 20 Ἀπριλίου - 20 Μαΐου: Πλησιάζουν ἐπιτυχίες στὶς ἐργασίες σας. bbox=[502, 1081, 845, 1108]
cinema-entry: OPERA — Τηλ. 914343 LE GRAND DADAIS bbox=[242, 1304, 437, 1331]
